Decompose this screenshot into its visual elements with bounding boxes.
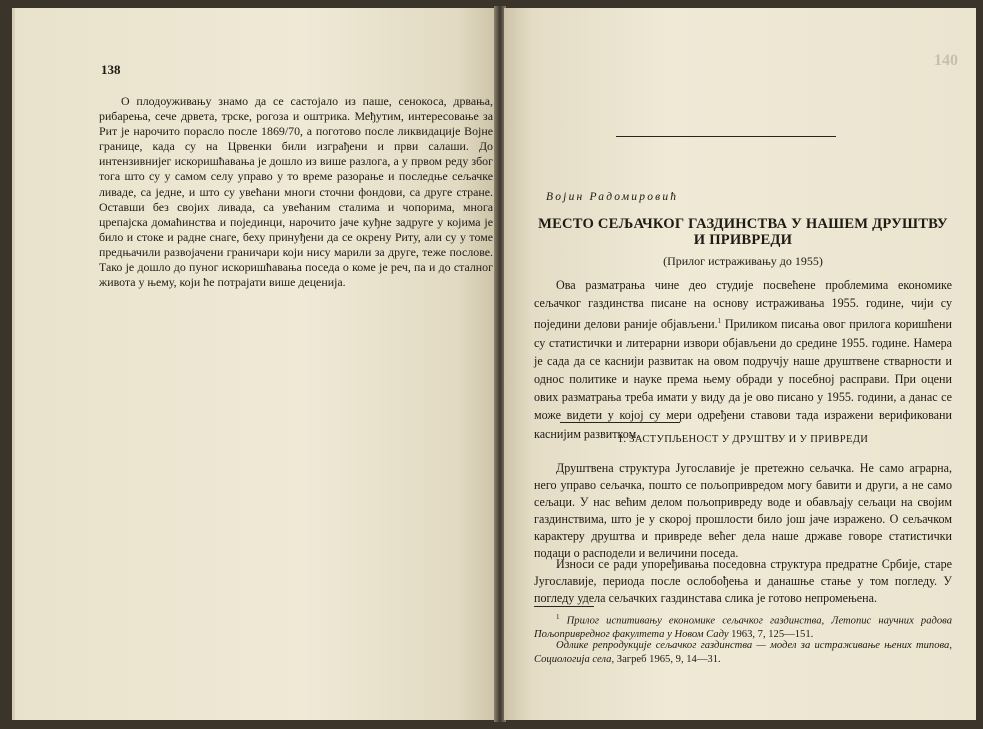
left-paragraph: О плодоуживању знамо да се састојало из паше, сенокоса, дрвања, рибарења, сече дрвета, трске, рогоза и оштрика. Међутим, интересовање за Рит је нарочито порасло после 1869/70, а поготово после ликвидације Војне границе, када су на Црвенки били изграђени и први салаши. До интензивнијег искоришћавања је дошло из више разлога, а у првом реду због тога што су у самом селу управо у то време разорање и последње сељачке ливаде, са једне, и што су увећани многи сточни фондови, са друге стране. Оставши без својих ливада, са увећаним сталима и чопорима, многа црепајска домаћинства и појединци, нарочито јаче куђне задруге у којима је било и стоке и радне снаге, беху принуђени да се окрену Риту, али су у томе предњачили развојачени граничари који нису марили за друге, теже послове. Тако је дошло до пуног искоришћавања поседа о коме је реч, па и до сталног живота у њему, који ће потрајати више деценија. — [99, 94, 493, 290]
footnote-2-citation: Загреб 1965, 9, 14—31. — [614, 653, 721, 665]
footnote-1-citation: 1963, 7, 125—151. — [728, 629, 814, 641]
show-through-page-number: 140 — [934, 52, 958, 69]
article-title: МЕСТО СЕЉАЧКОГ ГАЗДИНСТВА У НАШЕМ ДРУШТВУ И ПРИВРЕДИ — [538, 216, 948, 248]
footnote-2-title: Одлике репродукције сељачког газдинства — модел за истраживање њених типова, Социологија села, — [534, 640, 952, 665]
right-page — [504, 8, 976, 720]
show-through-rule — [616, 136, 836, 137]
footnote-divider — [534, 606, 594, 607]
intro-paragraph — [534, 276, 952, 443]
footnote-1-mark: 1 — [556, 613, 560, 621]
section-paragraph-2: Износи се ради упоређивања поседовна структура предратне Србије, старе Југославије, периода после ослобођења и данашње стање у том погледу. У погледу удела сељачких газдинстава слика је готово непромењена. — [534, 557, 952, 605]
intro-text-before-note: Ова разматрања чине део студије посвећене проблемима економике сељачког газдинства писане на основу истраживања 1955. године, чији су поједини делови раније објављени. — [534, 278, 952, 332]
article-subtitle: (Прилог истраживању до 1955) — [663, 254, 823, 268]
footnote-reference: 1 — [717, 317, 722, 326]
footnote-1-title: Прилог испитивању економике сељачког газдинства, Летопис научних радова Пољопривредног факултета у Новом Саду — [534, 615, 952, 641]
article-author: Војин Радомировић — [546, 191, 679, 203]
section-heading: 1. ЗАСТУПЉЕНОСТ У ДРУШТВУ И У ПРИВРЕДИ — [617, 434, 869, 445]
left-page — [12, 8, 496, 720]
section-divider — [560, 422, 680, 423]
section-paragraph-1: Друштвена структура Југославије је претежно сељачка. Не само аграрна, него управо сељачка, пошто се пољопривредом могу бавити и други, а не само сељаци. У нас већим делом пољопривреду воде и обављају сељаци на својим газдинствима, што је у скорој прошлости било још јаче изражено. О сељачком карактеру друштва и привреде већег дела наше државе говоре статистички подаци о расподели и величини поседа. — [534, 461, 952, 560]
intro-text-after-note: Приликом писања овог прилога коришћени су статистички и литерарни извори објављени до средине 1955. године. Намера је сада да се каснији развитак на овом подручју наше друштвене стварности и однос политике и науке према њему обради у посебној расправи. При оцени ових разматрања треба имати у виду да је ово писано у 1955. години, а данас се може видети у којој су мери одређени ставови тада изражени верификовани каснијим развитком. — [534, 317, 952, 441]
footnote-1 — [534, 611, 952, 642]
footnote-2 — [534, 639, 952, 666]
page-number: 138 — [101, 62, 121, 77]
